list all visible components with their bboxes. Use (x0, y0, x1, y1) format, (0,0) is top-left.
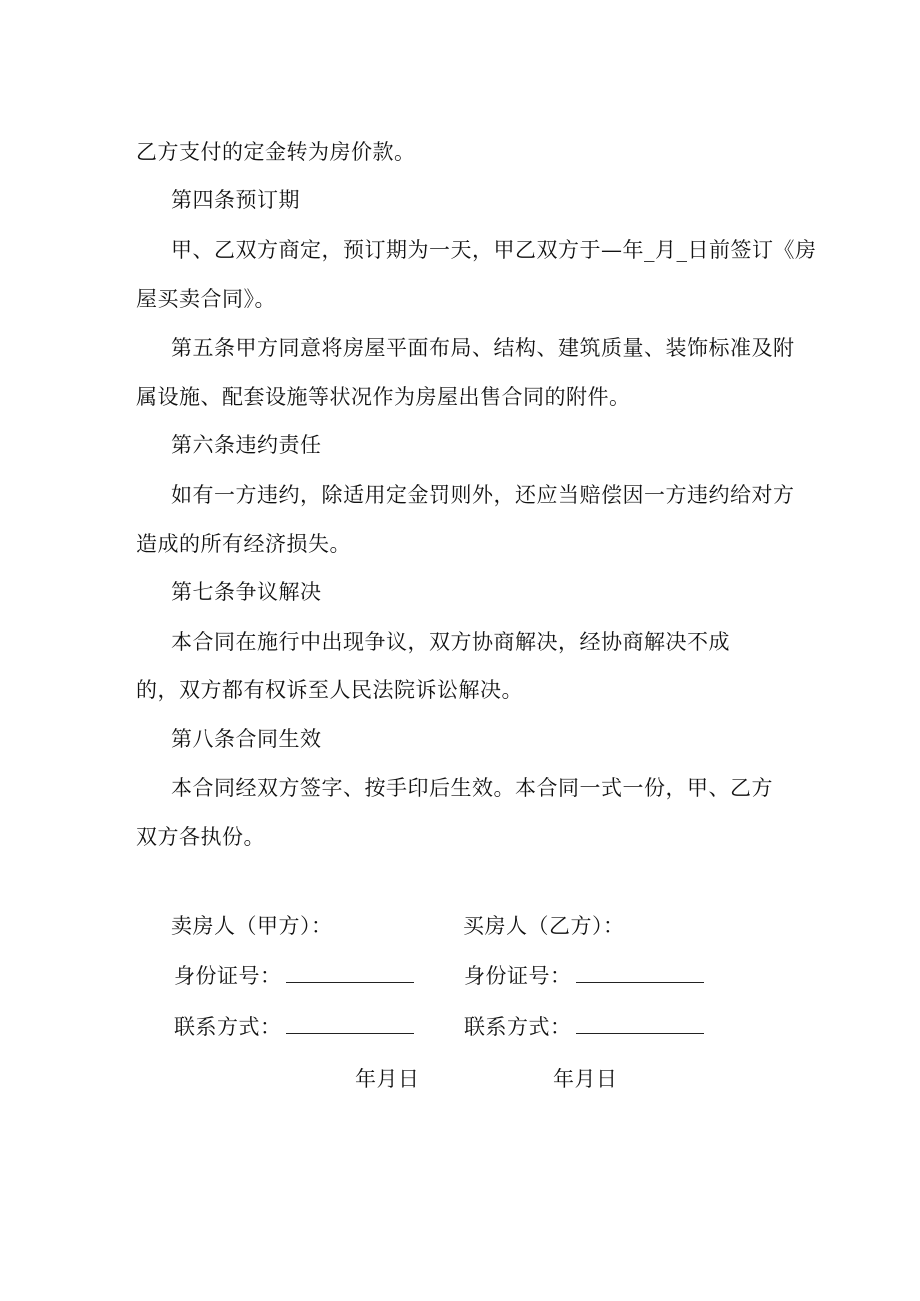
seller-id-blank (286, 964, 414, 983)
paragraph-line: 造成的所有经济损失。 (136, 532, 351, 556)
buyer-date: 年月日 (553, 1067, 618, 1091)
buyer-id-row (464, 962, 704, 990)
paragraph-line: 的，双方都有权诉至人民法院诉讼解决。 (136, 678, 523, 702)
buyer-id-label: 身份证号： (464, 964, 572, 988)
paragraph-line: 甲、乙双方商定，预订期为一天，甲乙双方于—年_月_日前签订《房 (171, 238, 817, 262)
paragraph-line: 属设施、配套设施等状况作为房屋出售合同的附件。 (136, 385, 631, 409)
paragraph-line: 屋买卖合同》。 (136, 287, 276, 311)
paragraph-line: 如有一方违约，除适用定金罚则外，还应当赔偿因一方违约给对方 (171, 483, 795, 507)
seller-contact-blank (286, 1015, 414, 1034)
buyer-label: 买房人（乙方）： (463, 914, 625, 938)
article-8-title: 第八条合同生效 (171, 727, 322, 751)
article-4-title: 第四条预订期 (171, 188, 300, 212)
paragraph-line: 双方各执份。 (136, 825, 265, 849)
buyer-contact-row (464, 1013, 704, 1041)
buyer-contact-label: 联系方式： (464, 1015, 572, 1039)
paragraph-line: 乙方支付的定金转为房价款。 (136, 140, 416, 164)
article-7-title: 第七条争议解决 (171, 580, 322, 604)
paragraph-line: 本合同经双方签字、按手印后生效。本合同一式一份，甲、乙方 (171, 776, 773, 800)
seller-contact-label: 联系方式： (174, 1015, 282, 1039)
seller-contact-row (174, 1013, 414, 1041)
seller-id-label: 身份证号： (174, 964, 282, 988)
seller-label: 卖房人（甲方）： (171, 914, 333, 938)
buyer-contact-blank (576, 1015, 704, 1034)
paragraph-line: 本合同在施行中出现争议，双方协商解决，经协商解决不成 (171, 630, 730, 654)
seller-date: 年月日 (355, 1067, 420, 1091)
buyer-id-blank (576, 964, 704, 983)
seller-id-row (174, 962, 414, 990)
article-5-line: 第五条甲方同意将房屋平面布局、结构、建筑质量、装饰标准及附 (171, 336, 795, 360)
article-6-title: 第六条违约责任 (171, 433, 322, 457)
